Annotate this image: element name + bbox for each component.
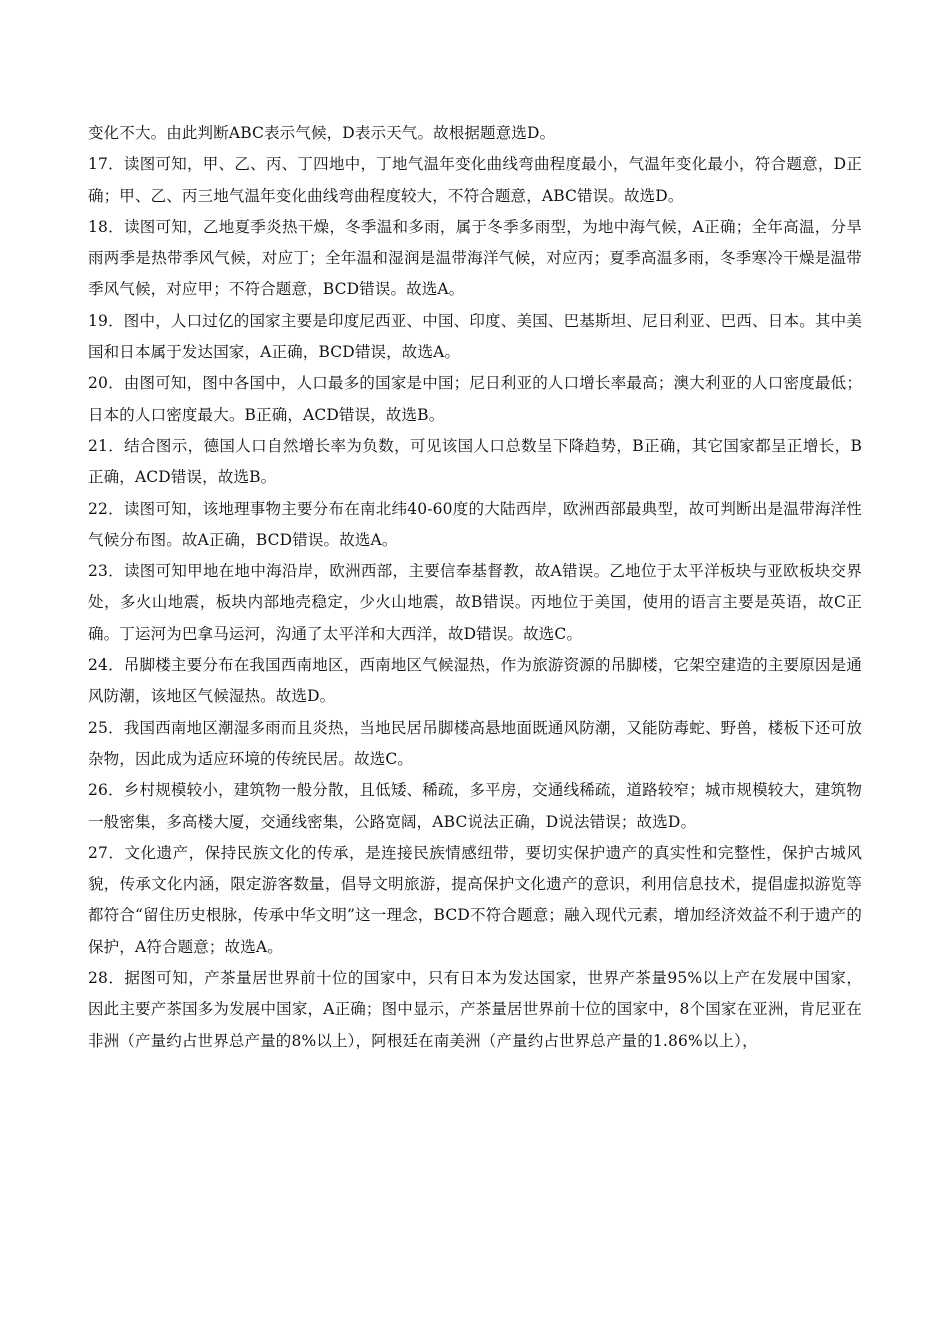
answer-paragraph-21: 21．结合图示，德国人口自然增长率为负数，可见该国人口总数呈下降趋势，B正确，其它国家都呈正增长，B正确，ACD错误，故选B。: [88, 436, 862, 487]
answer-paragraph-23: 23．读图可知甲地在地中海沿岸，欧洲西部，主要信奉基督教，故A错误。乙地位于太平洋板块与亚欧板块交界处，多火山地震，板块内部地壳稳定，少火山地震，故B错误。丙地位于美国，使用的语言主要是英语，故C正确。丁运河为巴拿马运河，沟通了太平洋和大西洋，故D错误。故选C。: [88, 562, 862, 643]
document-body: [88, 118, 862, 1057]
answer-paragraph-24: 24．吊脚楼主要分布在我国西南地区，西南地区气候湿热，作为旅游资源的吊脚楼，它架空建造的主要原因是通风防潮，该地区气候湿热。故选D。: [88, 656, 862, 706]
answer-paragraph-27: 27．文化遗产，保持民族文化的传承，是连接民族情感纽带，要切实保护遗产的真实性和完整性，保护古城风貌，传承文化内涵，限定游客数量，倡导文明旅游，提高保护文化遗产的意识，利用信息技术，提倡虚拟游览等都符合“留住历史根脉，传承中华文明”这一理念，BCD不符合题意；融入现代元素，增加经济效益不利于遗产的保护，A符合题意；故选A。: [88, 843, 862, 956]
answer-paragraph-22: 22．读图可知，该地理事物主要分布在南北纬40-60度的大陆西岸，欧洲西部最典型，故可判断出是温带海洋性气候分布图。故A正确，BCD错误。故选A。: [88, 499, 862, 549]
answer-paragraph-18: 18．读图可知，乙地夏季炎热干燥，冬季温和多雨，属于冬季多雨型，为地中海气候，A正确；全年高温，分旱雨两季是热带季风气候，对应丁；全年温和湿润是温带海洋气候，对应丙；夏季高温多雨，冬季寒冷干燥是温带季风气候，对应甲；不符合题意，BCD错误。故选A。: [88, 217, 862, 299]
answer-paragraph-17: 17．读图可知，甲、乙、丙、丁四地中，丁地气温年变化曲线弯曲程度最小，气温年变化最小，符合题意，D正确；甲、乙、丙三地气温年变化曲线弯曲程度较大，不符合题意，ABC错误。故选D。: [88, 155, 862, 205]
answer-paragraph-19: 19．图中，人口过亿的国家主要是印度尼西亚、中国、印度、美国、巴基斯坦、尼日利亚、巴西、日本。其中美国和日本属于发达国家，A正确，BCD错误，故选A。: [88, 311, 862, 362]
answer-paragraph-25: 25．我国西南地区潮湿多雨而且炎热，当地民居吊脚楼高悬地面既通风防潮，又能防毒蛇、野兽，楼板下还可放杂物，因此成为适应环境的传统民居。故选C。: [88, 718, 862, 768]
answer-paragraph-20: 20．由图可知，图中各国中，人口最多的国家是中国；尼日利亚的人口增长率最高；澳大利亚的人口密度最低；日本的人口密度最大。B正确，ACD错误，故选B。: [88, 374, 862, 424]
answer-paragraph-28: 28．据图可知，产茶量居世界前十位的国家中，只有日本为发达国家，世界产茶量95%以上产在发展中国家，因此主要产茶国多为发展中国家，A正确；图中显示，产茶量居世界前十位的国家中，8个国家在亚洲，肯尼亚在非洲（产量约占世界总产量的8%以上），阿根廷在南美洲（产量约占世界总产量的1.86%以上），: [88, 969, 862, 1050]
answer-paragraph-continued: 变化不大。由此判断ABC表示气候，D表示天气。故根据题意选D。: [88, 124, 556, 142]
answer-paragraph-26: 26．乡村规模较小，建筑物一般分散，且低矮、稀疏，多平房，交通线稀疏，道路较窄；城市规模较大，建筑物一般密集，多高楼大厦，交通线密集，公路宽阔，ABC说法正确，D说法错误；故选D。: [88, 781, 862, 831]
